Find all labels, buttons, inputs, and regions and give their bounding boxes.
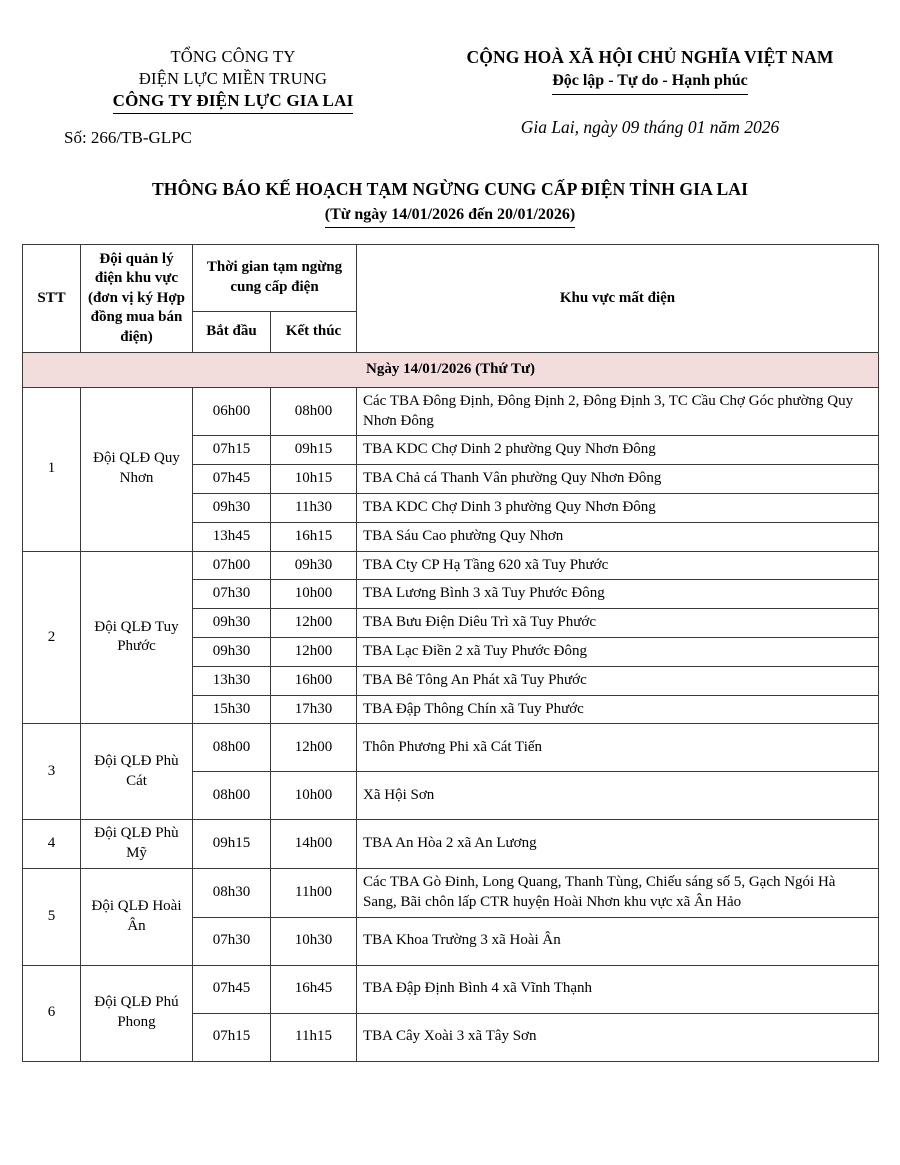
table-row [23,387,879,436]
start-time-cell: 07h00 [193,551,271,580]
national-motto [428,69,872,95]
affected-area-cell: TBA KDC Chợ Dinh 3 phường Quy Nhơn Đông [357,494,879,523]
affected-area-cell: TBA Cây Xoài 3 xã Tây Sơn [357,1013,879,1061]
start-time-cell: 09h30 [193,609,271,638]
republic-title: CỘNG HOÀ XÃ HỘI CHỦ NGHĨA VIỆT NAM [466,47,834,67]
column-header-team: Đội quản lý điện khu vực (đơn vị ký Hợp đồng mua bán điện) [81,244,193,353]
end-time-cell: 16h00 [271,666,357,695]
table-row [23,724,879,772]
management-team-cell: Đội QLĐ Phù Cát [81,724,193,820]
header-right-block [428,46,872,148]
end-time-cell: 16h45 [271,965,357,1013]
start-time-cell: 07h45 [193,465,271,494]
page-title: THÔNG BÁO KẾ HOẠCH TẠM NGỪNG CUNG CẤP ĐIỆN TỈNH GIA LAI [151,178,749,199]
start-time-cell: 09h30 [193,637,271,666]
start-time-cell: 07h30 [193,917,271,965]
start-time-cell: 08h30 [193,868,271,917]
end-time-cell: 16h15 [271,522,357,551]
affected-area-cell: TBA Bê Tông An Phát xã Tuy Phước [357,666,879,695]
table-header-row-1 [23,244,879,311]
page-subtitle [0,205,900,228]
start-time-cell: 09h30 [193,494,271,523]
document-number: Số: 266/TB-GLPC [64,127,192,147]
affected-area-cell: TBA An Hòa 2 xã An Lương [357,820,879,869]
start-time-cell: 15h30 [193,695,271,724]
affected-area-cell: TBA Lạc Điền 2 xã Tuy Phước Đông [357,637,879,666]
row-index-cell: 3 [23,724,81,820]
management-team-cell: Đội QLĐ Tuy Phước [81,551,193,724]
start-time-cell: 08h00 [193,724,271,772]
column-header-time-group: Thời gian tạm ngừng cung cấp điện [193,244,357,311]
affected-area-cell: TBA Đập Định Bình 4 xã Vĩnh Thạnh [357,965,879,1013]
row-index-cell: 2 [23,551,81,724]
outage-schedule-table [22,244,879,1062]
end-time-cell: 10h15 [271,465,357,494]
affected-area-cell: TBA Cty CP Hạ Tầng 620 xã Tuy Phước [357,551,879,580]
start-time-cell: 13h45 [193,522,271,551]
start-time-cell: 07h30 [193,580,271,609]
start-time-cell: 13h30 [193,666,271,695]
management-team-cell: Đội QLĐ Phù Mỹ [81,820,193,869]
company-name-text: CÔNG TY ĐIỆN LỰC GIA LAI [113,90,354,114]
affected-area-cell: TBA Bưu Điện Diêu Trì xã Tuy Phước [357,609,879,638]
column-header-stt: STT [23,244,81,353]
row-index-cell: 4 [23,820,81,869]
end-time-cell: 12h00 [271,637,357,666]
column-header-end: Kết thúc [271,311,357,352]
end-time-cell: 09h15 [271,436,357,465]
row-index-cell: 1 [23,387,81,551]
table-row [23,868,879,917]
management-team-cell: Đội QLĐ Hoài Ân [81,868,193,965]
affected-area-cell: TBA KDC Chợ Dinh 2 phường Quy Nhơn Đông [357,436,879,465]
affected-area-cell: Các TBA Đông Định, Đông Định 2, Đông Định 3, TC Cầu Chợ Góc phường Quy Nhơn Đông [357,387,879,436]
column-header-area: Khu vực mất điện [357,244,879,353]
start-time-cell: 09h15 [193,820,271,869]
end-time-cell: 11h30 [271,494,357,523]
end-time-cell: 10h00 [271,772,357,820]
end-time-cell: 14h00 [271,820,357,869]
affected-area-cell: TBA Chả cá Thanh Vân phường Quy Nhơn Đông [357,465,879,494]
document-header [0,0,900,148]
table-row [23,551,879,580]
place-and-date: Gia Lai, ngày 09 tháng 01 năm 2026 [520,116,780,137]
end-time-cell: 12h00 [271,609,357,638]
table-body [23,353,879,1062]
affected-area-cell: Thôn Phương Phi xã Cát Tiến [357,724,879,772]
national-motto-text: Độc lập - Tự do - Hạnh phúc [552,69,748,95]
affected-area-cell: TBA Đập Thông Chín xã Tuy Phước [357,695,879,724]
end-time-cell: 10h30 [271,917,357,965]
end-time-cell: 08h00 [271,387,357,436]
company-name [38,90,428,114]
column-header-start: Bắt đầu [193,311,271,352]
affected-area-cell: Xã Hội Sơn [357,772,879,820]
company-group-line1: TỔNG CÔNG TY [170,47,296,66]
start-time-cell: 06h00 [193,387,271,436]
table-head [23,244,879,353]
affected-area-cell: TBA Sáu Cao phường Quy Nhơn [357,522,879,551]
affected-area-cell: TBA Lương Bình 3 xã Tuy Phước Đông [357,580,879,609]
title-block [0,178,900,228]
start-time-cell: 07h15 [193,1013,271,1061]
affected-area-cell: Các TBA Gò Đinh, Long Quang, Thanh Tùng, Chiếu sáng số 5, Gạch Ngói Hà Sang, Bãi chôn lấp CTR huyện Hoài Nhơn khu vực xã Ân Hảo [357,868,879,917]
schedule-table-wrapper [0,244,900,1062]
table-row [23,965,879,1013]
company-group-line2: ĐIỆN LỰC MIỀN TRUNG [138,68,328,88]
management-team-cell: Đội QLĐ Quy Nhơn [81,387,193,551]
table-row [23,820,879,869]
header-left-block [28,46,428,148]
start-time-cell: 07h45 [193,965,271,1013]
row-index-cell: 5 [23,868,81,965]
end-time-cell: 11h15 [271,1013,357,1061]
affected-area-cell: TBA Khoa Trường 3 xã Hoài Ân [357,917,879,965]
page-subtitle-text: (Từ ngày 14/01/2026 đến 20/01/2026) [325,205,576,228]
start-time-cell: 07h15 [193,436,271,465]
start-time-cell: 08h00 [193,772,271,820]
management-team-cell: Đội QLĐ Phú Phong [81,965,193,1061]
row-index-cell: 6 [23,965,81,1061]
end-time-cell: 11h00 [271,868,357,917]
end-time-cell: 17h30 [271,695,357,724]
end-time-cell: 12h00 [271,724,357,772]
day-banner-label: Ngày 14/01/2026 (Thứ Tư) [23,353,879,388]
day-banner-row [23,353,879,388]
end-time-cell: 09h30 [271,551,357,580]
end-time-cell: 10h00 [271,580,357,609]
